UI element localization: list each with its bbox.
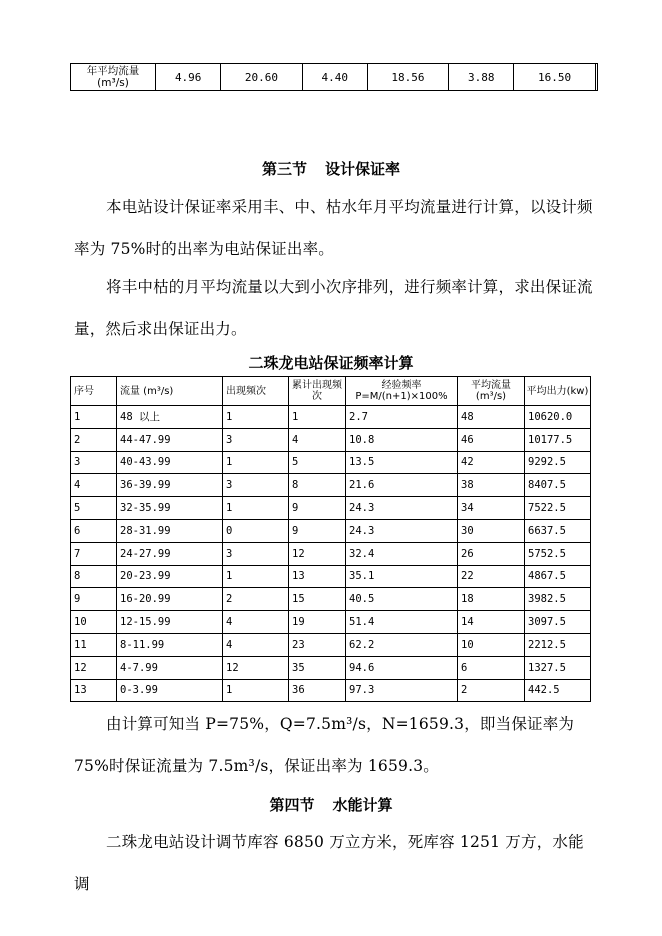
section-title: 水能计算	[332, 796, 393, 814]
table-cell: 23	[289, 633, 346, 656]
table-cell: 5	[289, 451, 346, 474]
table-cell: 4	[223, 633, 289, 656]
column-header: 平均流量 (m³/s)	[458, 377, 525, 406]
paragraph: 将丰中枯的月平均流量以大到小次序排列，进行频率计算，求出保证流量，然后求出保证出力。	[74, 278, 593, 338]
table-cell: 3	[71, 451, 117, 474]
table-cell: 20.60	[221, 64, 302, 91]
table-cell: 38	[458, 474, 525, 497]
table-cell: 97.3	[346, 679, 458, 702]
table-cell: 16.50	[514, 64, 595, 91]
table-cell	[595, 64, 597, 91]
table-cell: 4.40	[302, 64, 367, 91]
table-cell: 24.3	[346, 519, 458, 542]
paragraph: 二珠龙电站设计调节库容 6850 万立方米，死库容 1251 万方，水能调	[74, 833, 584, 893]
table-cell: 1327.5	[525, 656, 591, 679]
table-cell: 35.1	[346, 565, 458, 588]
row-label	[71, 64, 156, 91]
column-header: 序号	[71, 377, 117, 406]
table-cell: 48 以上	[117, 406, 223, 429]
table-cell: 48	[458, 406, 525, 429]
table-row	[71, 451, 591, 474]
table-cell: 12	[289, 542, 346, 565]
table-cell: 16-20.99	[117, 588, 223, 611]
table-cell: 4	[223, 611, 289, 634]
table-cell: 2212.5	[525, 633, 591, 656]
table-cell: 13	[71, 679, 117, 702]
table-cell: 7522.5	[525, 497, 591, 520]
table-cell: 10620.0	[525, 406, 591, 429]
table-cell: 12	[71, 656, 117, 679]
table-cell: 13.5	[346, 451, 458, 474]
table-row	[71, 633, 591, 656]
table-cell: 1	[289, 406, 346, 429]
table-row	[71, 588, 591, 611]
table-row	[71, 428, 591, 451]
table-cell: 2.7	[346, 406, 458, 429]
table-cell: 21.6	[346, 474, 458, 497]
table-row	[71, 611, 591, 634]
table-cell: 1	[71, 406, 117, 429]
table-cell: 24.3	[346, 497, 458, 520]
table-cell: 5752.5	[525, 542, 591, 565]
table-cell: 22	[458, 565, 525, 588]
row-label-line2: (m³/s)	[97, 77, 129, 89]
table-cell: 44-47.99	[117, 428, 223, 451]
table-cell: 32-35.99	[117, 497, 223, 520]
table-cell: 0-3.99	[117, 679, 223, 702]
table-cell: 5	[71, 497, 117, 520]
table-cell: 3982.5	[525, 588, 591, 611]
table-cell: 40-43.99	[117, 451, 223, 474]
table-caption: 二珠龙电站保证频率计算	[248, 354, 414, 372]
table-row	[71, 519, 591, 542]
table-cell: 442.5	[525, 679, 591, 702]
table-cell: 3	[223, 428, 289, 451]
table-cell: 3	[223, 542, 289, 565]
table-cell: 1	[223, 451, 289, 474]
paragraph: 本电站设计保证率采用丰、中、枯水年月平均流量进行计算，以设计频率为 75%时的出率为电站保证出率。	[74, 198, 593, 258]
table-cell: 46	[458, 428, 525, 451]
table-cell: 4-7.99	[117, 656, 223, 679]
table-cell: 20-23.99	[117, 565, 223, 588]
table-cell: 8-11.99	[117, 633, 223, 656]
column-header: 平均出力(kw)	[525, 377, 591, 406]
table-cell: 19	[289, 611, 346, 634]
table-cell: 32.4	[346, 542, 458, 565]
table-cell: 12	[223, 656, 289, 679]
table-cell: 10.8	[346, 428, 458, 451]
table-cell: 3	[223, 474, 289, 497]
table-cell: 7	[71, 542, 117, 565]
table-cell: 24-27.99	[117, 542, 223, 565]
table-cell: 1	[223, 497, 289, 520]
column-header: 经验频率 P=M/(n+1)×100%	[346, 377, 458, 406]
table-cell: 9292.5	[525, 451, 591, 474]
table-cell: 10	[458, 633, 525, 656]
table-cell: 35	[289, 656, 346, 679]
table-cell: 40.5	[346, 588, 458, 611]
section-number: 第四节	[269, 796, 315, 814]
table-cell: 4867.5	[525, 565, 591, 588]
table-row	[71, 497, 591, 520]
table-cell: 10177.5	[525, 428, 591, 451]
table-row	[71, 565, 591, 588]
section-number: 第三节	[261, 160, 307, 178]
table-cell: 51.4	[346, 611, 458, 634]
table-cell: 1	[223, 565, 289, 588]
table-cell: 6	[458, 656, 525, 679]
table-header-row	[71, 377, 591, 406]
table-cell: 2	[71, 428, 117, 451]
table-row	[71, 542, 591, 565]
table-cell: 13	[289, 565, 346, 588]
table-cell: 11	[71, 633, 117, 656]
table-cell: 0	[223, 519, 289, 542]
table-cell: 42	[458, 451, 525, 474]
column-header: 流量 (m³/s)	[117, 377, 223, 406]
table-row	[71, 474, 591, 497]
table-cell: 34	[458, 497, 525, 520]
table-cell: 4.96	[156, 64, 221, 91]
table-cell: 18	[458, 588, 525, 611]
section-4-heading	[0, 794, 662, 815]
table-cell: 8	[289, 474, 346, 497]
table-cell: 8407.5	[525, 474, 591, 497]
table-cell: 9	[289, 519, 346, 542]
table-cell: 1	[223, 679, 289, 702]
column-header: 累计出现频次	[289, 377, 346, 406]
table-row	[71, 656, 591, 679]
table-cell: 26	[458, 542, 525, 565]
table-cell: 3.88	[449, 64, 514, 91]
table-cell: 4	[289, 428, 346, 451]
table-cell: 18.56	[367, 64, 448, 91]
table-cell: 15	[289, 588, 346, 611]
table-cell: 8	[71, 565, 117, 588]
table-cell: 3097.5	[525, 611, 591, 634]
paragraph: 由计算可知当 P=75%，Q=7.5m³/s，N=1659.3，即当保证率为 75%时保证流量为 7.5m³/s，保证出率为 1659.3。	[74, 715, 575, 775]
table-cell: 2	[223, 588, 289, 611]
table-body	[71, 406, 591, 702]
table-cell: 9	[289, 497, 346, 520]
table-cell: 30	[458, 519, 525, 542]
frequency-table	[70, 376, 591, 702]
annual-flow-table	[70, 63, 598, 91]
column-header: 出现频次	[223, 377, 289, 406]
table-cell: 9	[71, 588, 117, 611]
table-cell: 12-15.99	[117, 611, 223, 634]
table-cell: 2	[458, 679, 525, 702]
table-cell: 6637.5	[525, 519, 591, 542]
table-cell: 62.2	[346, 633, 458, 656]
table-cell: 36-39.99	[117, 474, 223, 497]
table-row	[71, 406, 591, 429]
table-cell: 6	[71, 519, 117, 542]
section-title: 设计保证率	[325, 160, 401, 178]
table-cell: 4	[71, 474, 117, 497]
table-cell: 14	[458, 611, 525, 634]
table-cell: 36	[289, 679, 346, 702]
table-cell: 1	[223, 406, 289, 429]
table-cell: 10	[71, 611, 117, 634]
row-label-line1: 年平均流量	[86, 65, 140, 77]
table-cell: 94.6	[346, 656, 458, 679]
table-row	[71, 679, 591, 702]
section-3-heading	[0, 158, 662, 179]
table-row	[71, 64, 598, 91]
table-cell: 28-31.99	[117, 519, 223, 542]
